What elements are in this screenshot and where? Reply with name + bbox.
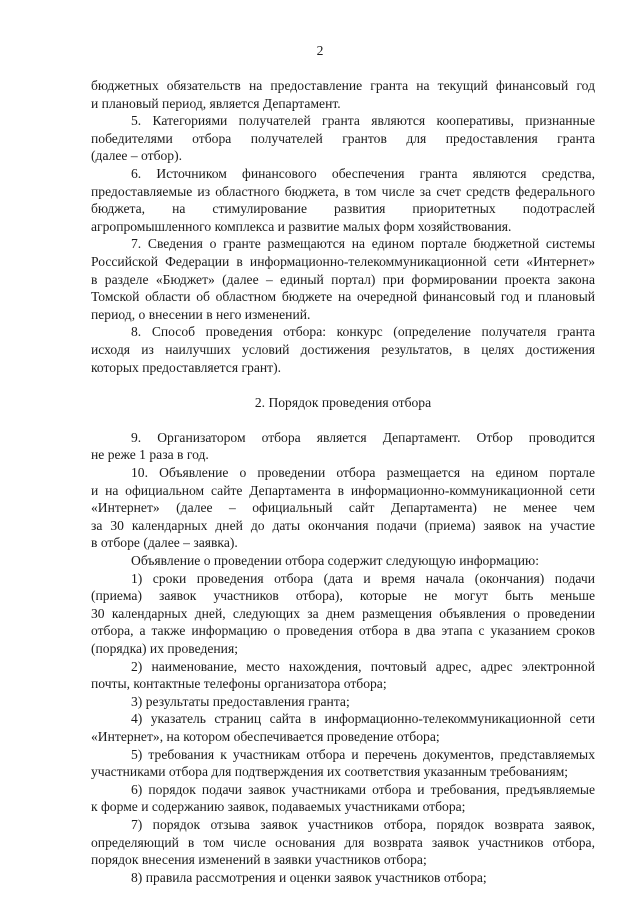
text-line: 8. Способ проведения отбора: конкурс (определение получателя гранта (131, 324, 595, 340)
text-line: «Интернет» (далее – официальный сайт Департамента) не менее чем (91, 500, 595, 516)
text-line: 8) правила рассмотрения и оценки заявок участников отбора; (131, 869, 487, 885)
text-line: 30 календарных дней, следующих за днем размещения объявления о проведении (91, 605, 595, 621)
text-line: к форме и содержанию заявок, подаваемых участниками отбора; (91, 799, 466, 815)
text-line: отбора, а также информацию о проведения отбора в два этапа с указанием сроков (91, 623, 595, 639)
text-line: Томской области об областном бюджете на очередной финансовый год и плановый (91, 289, 595, 305)
section-1-text (91, 77, 595, 376)
text-line: (порядка) их проведения; (91, 641, 238, 656)
text-line: Объявление о проведении отбора содержит следующую информацию: (131, 553, 539, 569)
spacer (91, 411, 595, 429)
text-line: 10. Объявление о проведении отбора размещается на едином портале (131, 465, 595, 481)
text-line: Российской Федерации в информационно-телекоммуникационной сети «Интернет» (91, 253, 595, 269)
text-line: 5) требования к участникам отбора и перечень документов, представляемых (131, 746, 595, 762)
text-line: за 30 календарных дней до даты окончания подачи (приема) заявок на участие (91, 517, 595, 533)
text-line: 6) порядок подачи заявок участниками отбора и требования, предъявляемые (131, 781, 595, 797)
text-line: определяющий в том числе основания для возврата заявок участников отбора, (91, 834, 595, 850)
text-line: и плановый период, является Департамент. (91, 95, 341, 111)
text-line: 7. Сведения о гранте размещаются на едином портале бюджетной системы (131, 236, 595, 252)
text-line: в разделе «Бюджет» (далее – единый портал) при формировании проекта закона (91, 271, 595, 287)
text-line: участниками отбора для подтверждения их соответствия указанным требованиям; (91, 764, 569, 780)
section-2-text (91, 429, 595, 886)
text-line: победителями отбора получателей грантов для предоставления гранта (91, 130, 595, 146)
text-line: почты, контактные телефоны организатора отбора; (91, 676, 387, 692)
text-line: которых предоставляется грант). (91, 359, 282, 375)
text-line: бюджета, на стимулирование развития приоритетных подотраслей (91, 201, 595, 217)
text-line: исходя из наилучших условий достижения результатов, в целях достижения (91, 341, 595, 357)
text-line: предоставляемые из областного бюджета, в том числе за счет средств федерального (91, 183, 595, 199)
text-line: порядок внесения изменений в заявки участников отбора; (91, 852, 427, 868)
text-line: (далее – отбор). (91, 148, 183, 164)
spacer (91, 376, 595, 394)
document-body (91, 77, 595, 886)
text-line: 4) указатель страниц сайта в информационно-телекоммуникационной сети (131, 711, 595, 727)
text-line: 2) наименование, место нахождения, почтовый адрес, адрес электронной (131, 658, 595, 674)
text-line: в отборе (далее – заявка). (91, 535, 238, 551)
text-line: период, о внесении в него изменений. (91, 306, 311, 322)
text-line: не реже 1 раза в год. (91, 447, 209, 463)
text-line: агропромышленного комплекса и развитие малых форм хозяйствования. (91, 218, 512, 234)
text-line: 6. Источником финансового обеспечения гранта являются средства, (131, 165, 595, 181)
text-line: 3) результаты предоставления гранта; (131, 693, 350, 709)
page-number: 2 (316, 43, 324, 58)
text-line: «Интернет», на котором обеспечивается проведение отбора; (91, 728, 440, 744)
text-line: 5. Категориями получателей гранта являются кооперативы, признанные (131, 113, 595, 129)
text-line: бюджетных обязательств на предоставление гранта на текущий финансовый год (91, 78, 595, 93)
text-line: 9. Организатором отбора является Департамент. Отбор проводится (131, 429, 595, 445)
text-line: 7) порядок отзыва заявок участников отбора, порядок возврата заявок, (131, 816, 595, 832)
text-line: 1) сроки проведения отбора (дата и время начала (окончания) подачи (131, 570, 595, 586)
text-line: (приема) заявок участников отбора), которые не могут быть меньше (91, 588, 595, 604)
section-heading: 2. Порядок проведения отбора (254, 394, 432, 410)
text-line: и на официальном сайте Департамента в информационно-коммуникационной сети (91, 482, 595, 498)
